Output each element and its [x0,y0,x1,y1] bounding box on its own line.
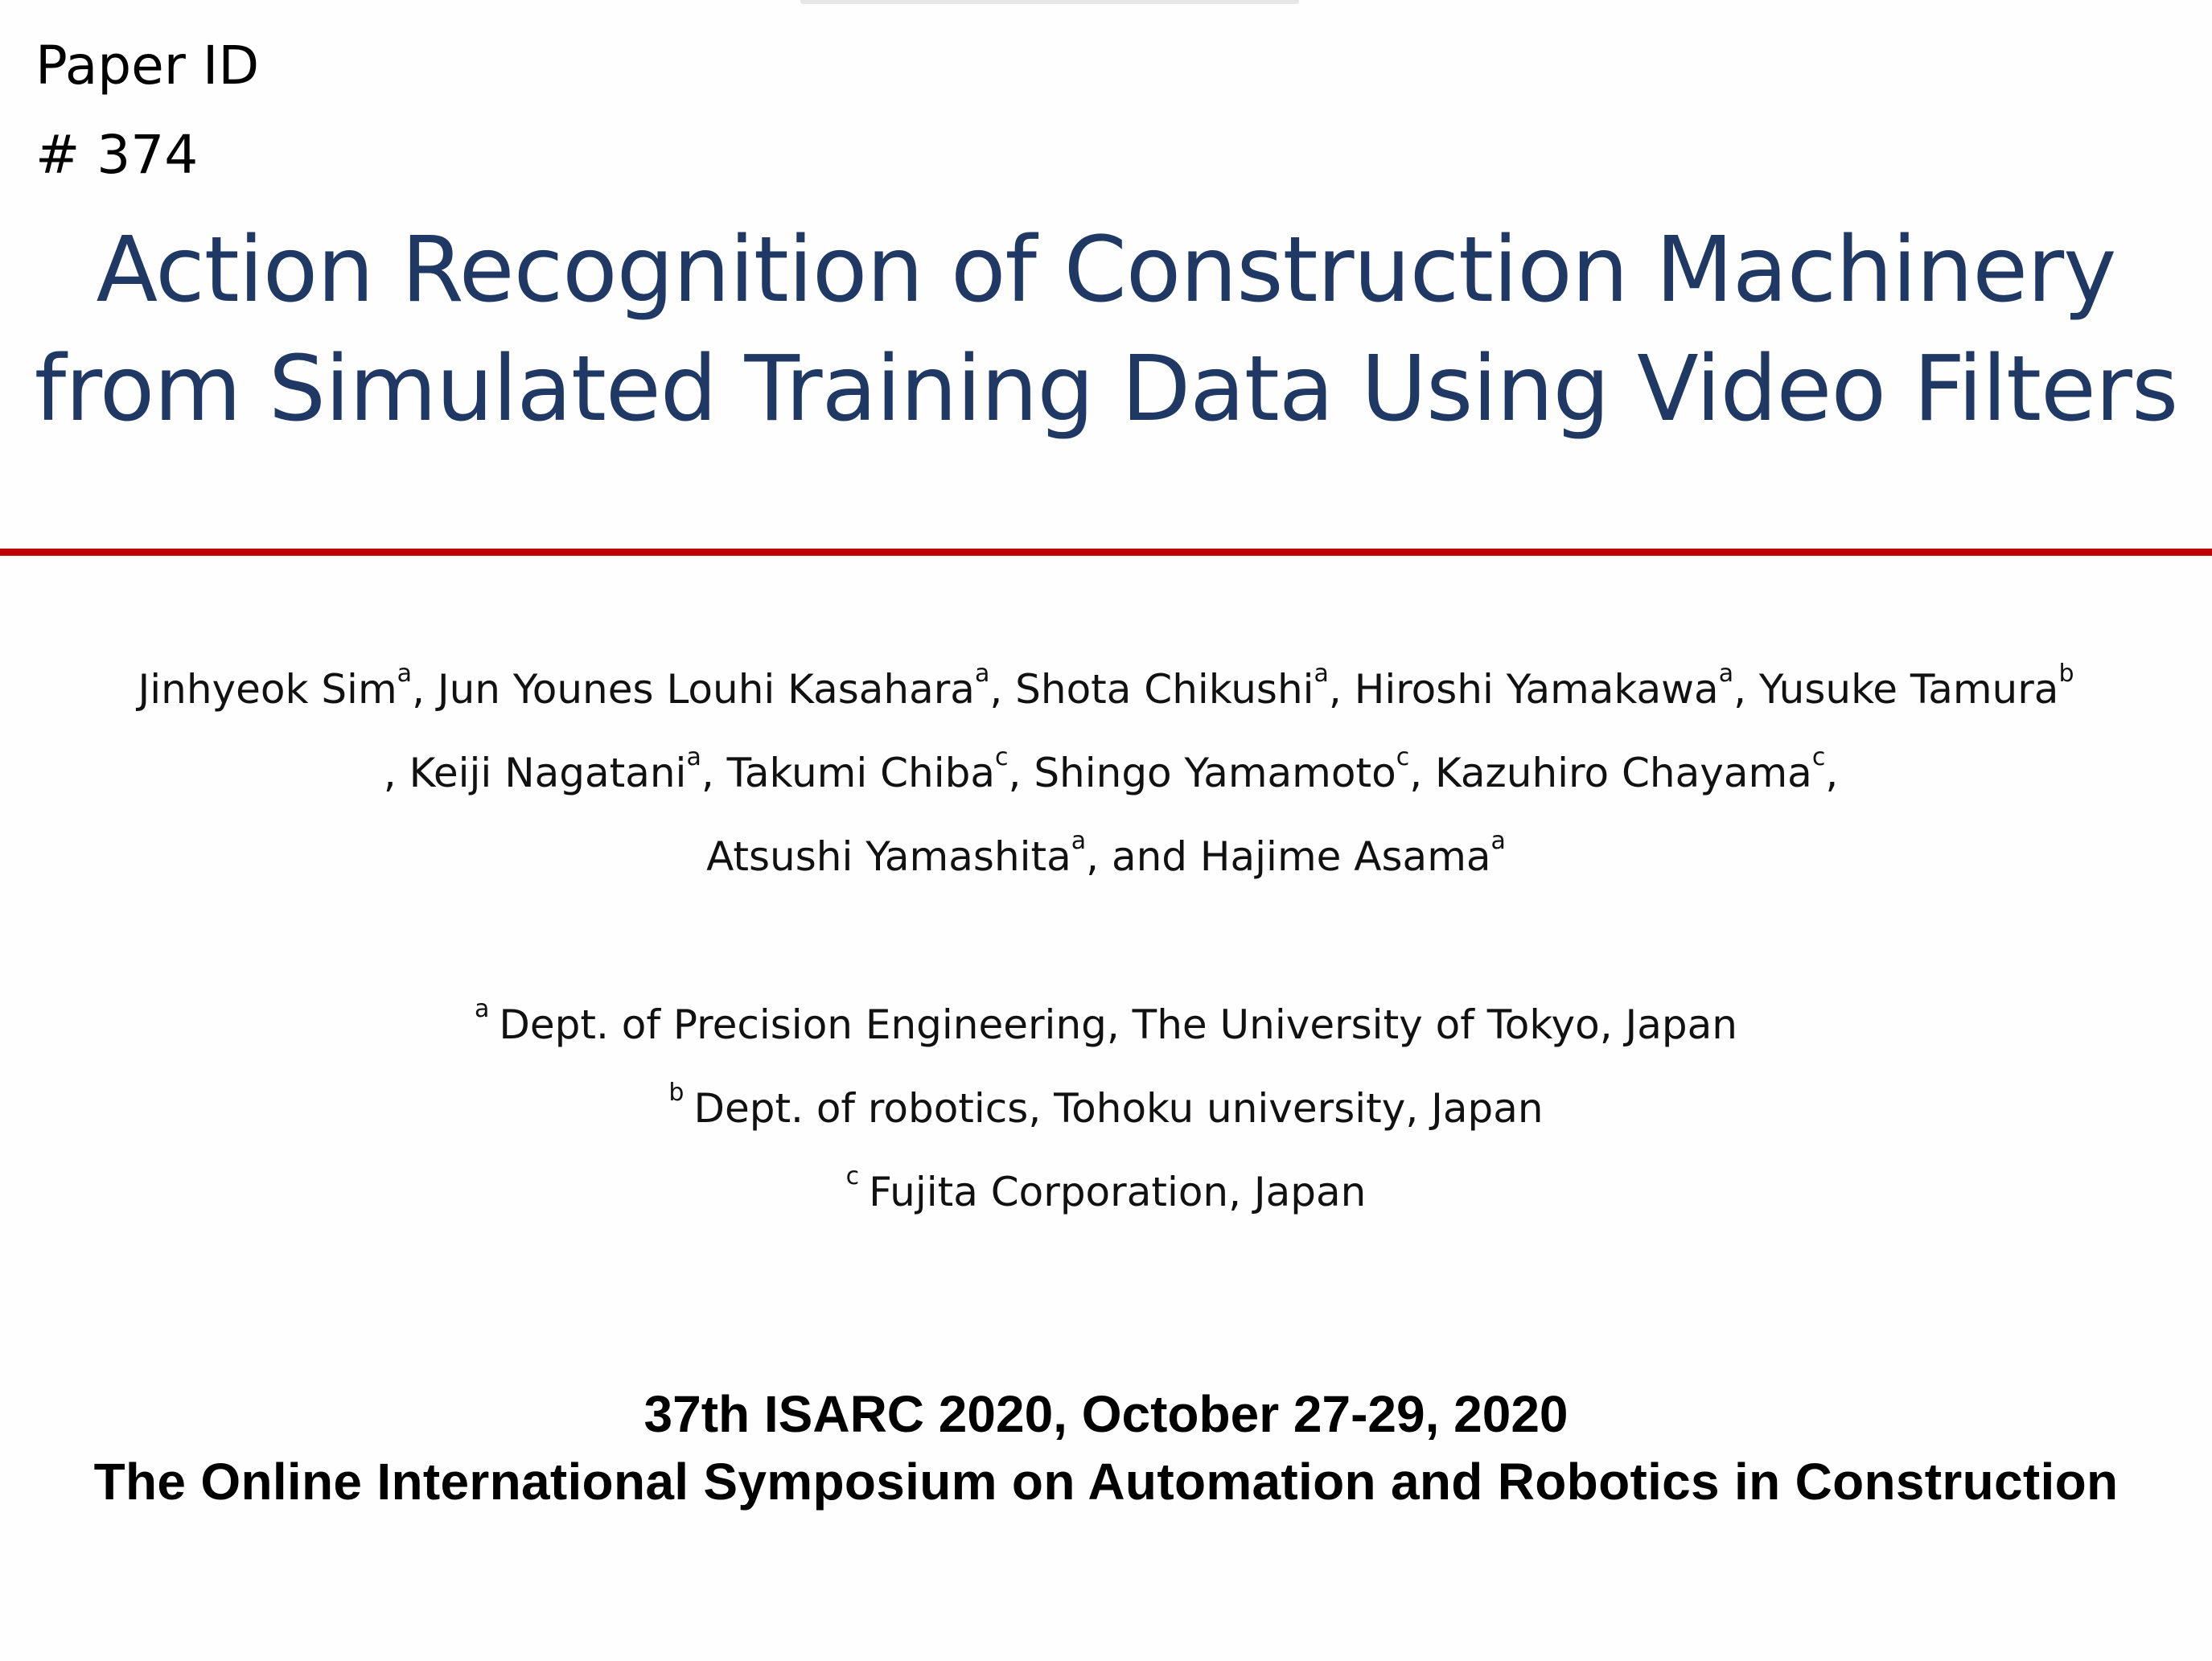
author-affiliation-mark: a [686,743,701,771]
author-affiliation-mark: a [1718,660,1734,688]
affiliation-mark: a [475,995,490,1023]
author-separator: , [1409,750,1435,796]
affiliation-mark: c [845,1162,860,1190]
author-separator: , [701,750,727,796]
affiliation-text: Dept. of Precision Engineering, The University of Tokyo, Japan [499,1001,1737,1048]
author-affiliation-mark: a [1314,660,1329,688]
author-separator: , [1733,666,1759,713]
author-affiliation-mark: a [974,660,990,688]
affiliation-list [0,983,2212,1234]
author-separator: , [1008,750,1034,796]
paper-id [35,21,259,199]
author-affiliation-mark: a [397,660,413,688]
author-name: Jun Younes Louhi Kasahara [437,666,975,713]
author-line-3 [0,815,2212,898]
author-line-1 [0,648,2212,731]
author-name: Hiroshi Yamakawa [1354,666,1719,713]
author-name: Takumi Chiba [726,750,996,796]
affiliation-text: Dept. of robotics, Tohoku university, Japan [693,1085,1544,1132]
author-name: Shota Chikushi [1015,666,1314,713]
affiliation-c [0,1150,2212,1234]
paper-title-line-2: from Simulated Training Data Using Video Filters [34,337,2178,442]
author-name: Jinhyeok Sim [138,666,397,713]
affiliation-a [0,983,2212,1067]
author-name: Keiji Nagatani [409,750,687,796]
author-separator: , [989,666,1016,713]
author-line-2 [0,731,2212,815]
author-separator: , [1328,666,1355,713]
author-separator: , [383,750,409,796]
conference-info [0,1380,2212,1515]
author-name: Yusuke Tamura [1758,666,2059,713]
author-name: Hajime Asama [1199,833,1491,880]
author-affiliation-mark: a [1071,827,1087,855]
author-name: Shingo Yamamoto [1034,750,1396,796]
author-affiliation-mark: b [2058,660,2074,688]
author-list [0,648,2212,898]
conference-date: 37th ISARC 2020, October 27-29, 2020 [643,1385,1569,1443]
author-name: Kazuhiro Chayama [1434,750,1812,796]
author-affiliation-mark: c [995,743,1009,771]
affiliation-text: Fujita Corporation, Japan [869,1169,1367,1215]
author-separator: , [1825,750,1839,796]
author-separator: , and [1086,833,1200,880]
title-divider [0,549,2212,556]
conference-name: The Online International Symposium on Automation and Robotics in Construction [93,1453,2119,1511]
author-separator: , [412,666,438,713]
author-affiliation-mark: c [1396,743,1410,771]
author-affiliation-mark: a [1490,827,1506,855]
affiliation-mark: b [668,1079,685,1107]
paper-id-number: # 374 [35,124,199,186]
paper-title-line-1: Action Recognition of Construction Machinery [96,218,2116,323]
affiliation-b [0,1067,2212,1150]
paper-title [0,211,2212,449]
author-affiliation-mark: c [1811,743,1826,771]
paper-id-label: Paper ID [35,35,260,97]
window-top-tab [800,0,1299,4]
author-name: Atsushi Yamashita [706,833,1071,880]
